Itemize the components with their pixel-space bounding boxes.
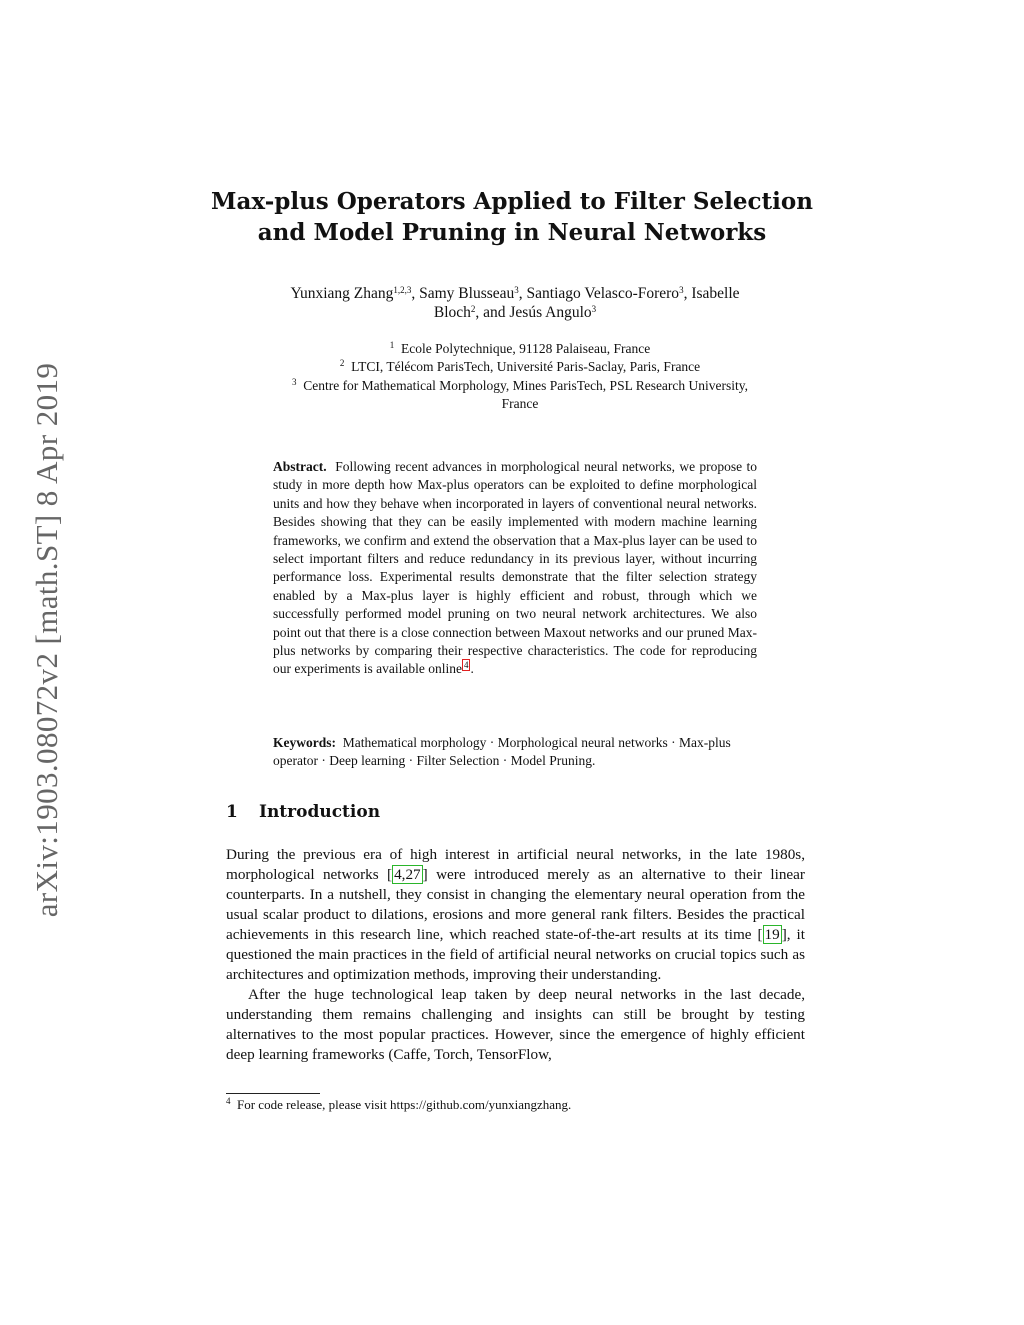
footnote-divider (226, 1093, 320, 1094)
keywords-label: Keywords: (273, 735, 336, 750)
footnote (226, 1096, 571, 1114)
author-affil-mark: 3 (591, 304, 597, 314)
keywords-text: Mathematical morphology · Morphological neural networks · Max-plus operator · Deep learning · Filter Selection · Model Pruning. (273, 735, 731, 769)
footnote-text: For code release, please visit https://github.com/yunxiangzhang. (237, 1097, 572, 1112)
footnote-number: 4 (226, 1096, 231, 1106)
arxiv-sidebar (22, 330, 72, 950)
section-number: 1 (226, 802, 238, 822)
section-heading (226, 802, 380, 822)
affil-number: 3 (291, 376, 297, 387)
abstract-end: . (470, 661, 474, 677)
author-affil-mark: 3 (514, 285, 519, 295)
footnote-link[interactable]: 4 (463, 660, 469, 671)
paragraph: During the previous era of high interest in artificial neural networks, in the late 1980s, morphological networks [ 4,27 ] were introduced merely as an alternative to their linear counterparts. In a nutshell, they consist in changing the elementary neural operation from the usual scalar product to dilations, erosions and more general rank filters. Besides the practical achievements in this research line, which reached state-of-the-art results at its time [ 19 ], it questioned the main practices in the field of artificial neural networks on crucial topics such as architectures and optimization methods, improving their understanding. (226, 846, 805, 983)
affiliation-3 (230, 377, 810, 395)
paragraph-text: were introduced merely as an alternative to their linear counterparts. In a nutshell, they consist in changing the elementary neural operation from the usual scalar product to dilations, erosions and more general rank filters. Besides the practical achievements in this research line, which reached state-of-the-art results at its time (226, 866, 805, 943)
affiliation-3-cont: France (501, 396, 539, 412)
affiliation-2 (230, 358, 810, 376)
keywords (273, 734, 757, 771)
paper-title (0, 186, 1024, 248)
section-title: Introduction (259, 802, 381, 822)
author-name: , Santiago Velasco-Forero (518, 285, 680, 302)
abstract-label: Abstract. (273, 459, 327, 474)
paragraph: After the huge technological leap taken by deep neural networks in the last decade, understanding them remains challenging and insights can still be brought by testing alternatives to the most popular practices. However, since the emergence of highly efficient deep learning frameworks (Caffe, Torch, TensorFlow, (226, 986, 805, 1063)
abstract (273, 458, 757, 679)
affiliation-list (230, 340, 810, 414)
author-list (230, 284, 800, 322)
author-name: , and Jesús Angulo (475, 304, 592, 321)
affil-number: 1 (389, 340, 395, 350)
title-line-2: and Model Pruning in Neural Networks (257, 219, 767, 246)
affil-number: 2 (339, 358, 345, 369)
abstract-text: Following recent advances in morphological neural networks, we propose to study in more depth how Max-plus operators can be exploited to define morphological units and how they behave when incorporated in layers of conventional neural networks. Besides showing that they can be easily implemented with modern machine learning frameworks, we confirm and extend the observation that a Max-plus layer can be used to select important filters and reduce redundancy in its previous layer, without incurring performance loss. Experimental results demonstrate that the filter selection strategy enabled by a Max-plus layer is highly efficient and robust, through which we successfully performed model pruning on two neural network architectures. We also point out that there is a close connection between Maxout networks and our pruned Max-plus networks by comparing their respective characteristics. The code for reproducing our experiments is available online (273, 459, 757, 677)
paragraph-text: , it questioned the main practices in the field of artificial neural networks on crucial topics such as architectures and optimization methods, improving their understanding. (226, 926, 805, 983)
affil-text: Ecole Polytechnique, 91128 Palaiseau, France (401, 341, 651, 356)
citation-link[interactable]: 19 (764, 926, 780, 943)
intro-body (226, 845, 805, 1065)
arxiv-identifier: arXiv:1903.08072v2 [math.ST] 8 Apr 2019 (29, 362, 64, 918)
author-name: Bloch (433, 304, 471, 321)
author-affil-mark: 2 (470, 304, 476, 314)
author-name: , Isabelle (683, 285, 740, 302)
author-affil-mark: 1,2,3 (393, 285, 412, 295)
author-affil-mark: 3 (679, 285, 684, 295)
title-line-1: Max-plus Operators Applied to Filter Selection (211, 188, 813, 215)
author-name: , Samy Blusseau (411, 285, 515, 302)
author-name: Yunxiang Zhang (290, 285, 394, 302)
affiliation-1 (230, 340, 810, 358)
paragraph-text: During the previous era of high interest in artificial neural networks, in the late 1980s, morphological networks (226, 846, 805, 883)
affil-text: Centre for Mathematical Morphology, Mines ParisTech, PSL Research University, (303, 377, 749, 393)
affil-text: LTCI, Télécom ParisTech, Université Paris-Saclay, Paris, France (351, 359, 701, 375)
citation-link[interactable]: 4,27 (394, 866, 421, 883)
